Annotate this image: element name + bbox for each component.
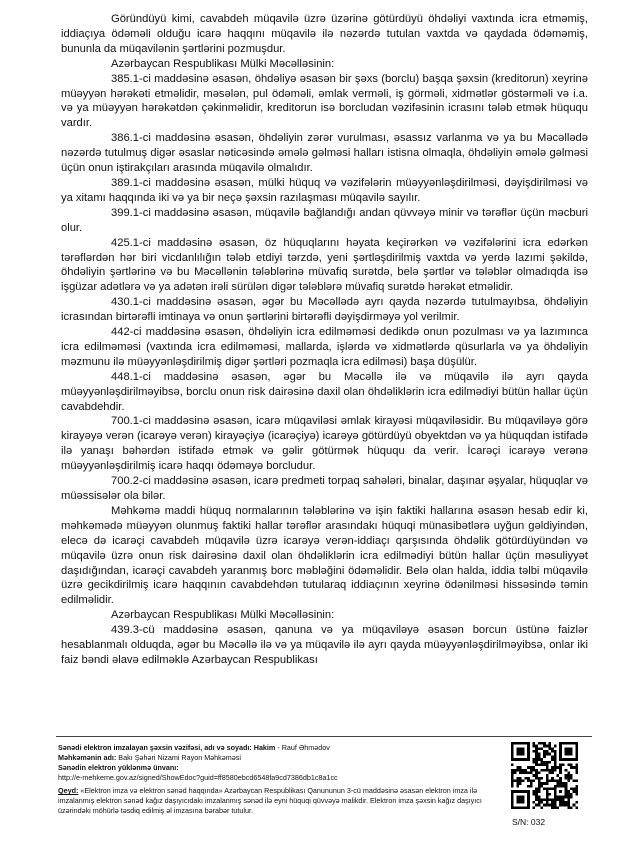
- body-paragraph: Azərbaycan Respublikası Mülki Məcəlləsinin:: [111, 57, 335, 70]
- body-paragraph: 442-ci maddəsinə əsasən, öhdəliyin icra edilməməsi dedikdə onun pozulması və ya lazımınca icra edilməməsi (vaxtında icra edilməməsi, mallarda, işlərdə və xidmətlərdə qüsurlarla və ya öhdəliyin məzmunu ilə müəyyənləşdirilmiş digər şərtləri pozmaqla icra edilməsi) başa düşülür.: [61, 326, 588, 368]
- body-paragraph: 439.3-cü maddəsinə əsasən, qanuna və ya müqaviləyə əsasən borcun üstünə faizlər hesablanmalı olduqda, əgər bu Məcəllə ilə və ya müqavilə ilə ayrı qayda müəyyənləşdirilməyibsə, onlar iki faiz bəndi əlavə edilməklə Azərbaycan Respublikası: [61, 624, 588, 666]
- signer-name: - Rauf Əhmədov: [275, 743, 330, 752]
- body-paragraph: 399.1-ci maddəsinə əsasən, müqavilə bağlandığı andan qüvvəyə minir və tərəflər üçün məcburi olur.: [61, 206, 588, 234]
- serial-number: S/N: 032: [512, 817, 546, 827]
- signer-row: [58, 743, 496, 753]
- court-row: [58, 753, 496, 763]
- court-name: Bakı Şəhəri Nizami Rayon Məhkəməsi: [116, 753, 241, 762]
- body-paragraph: 386.1-ci maddəsinə əsasən, öhdəliyin zərər vurulması, əsassız varlanma və ya bu Məcəllədə nəzərdə tutulmuş digər əsaslar nəticəsində əmələ gəlməsi halları istisna olmaqla, öhdəliyin əmələ gəlməsi üçün onun iştirakçıları arasında müqavilə olmalıdır.: [61, 132, 588, 175]
- body-paragraph: 430.1-ci maddəsinə əsasən, əgər bu Məcəllədə ayrı qayda nəzərdə tutulmayıbsa, öhdəliyin icrasından birtərəfli imtinaya və onun şərtlərini birtərəfli dəyişdirməyə yol verilmir.: [61, 296, 588, 324]
- document-url[interactable]: http://e-mehkeme.gov.az/signed/ShowEdoc?guid=ff8580ebcd6548fa9cd7386db1c8a1cc: [58, 773, 338, 782]
- body-paragraph: 385.1-ci maddəsinə əsasən, öhdəliyə əsasən bir şəxs (borclu) başqa şəxsin (kreditorun) xeyrinə müəyyən hərəkəti etməlidir, məsələn, pul ödəməli, əmlak verməli, iş görməli, xidmətlər göstərməli və i.a. və ya müəyyən hərəkətdən çəkinməlidir, kreditorun isə borcludan vəzifəsinin icrasını tələb etmək hüququ vardır.: [61, 72, 588, 130]
- legal-note: [58, 786, 496, 816]
- qr-code-icon: [511, 742, 578, 809]
- url-label-row: [58, 763, 496, 773]
- body-paragraph: 425.1-ci maddəsinə əsasən, öz hüquqlarını həyata keçirərkən və vəzifələrini icra edərkən tərəflərdən hər biri vicdanlılığın tələb etdiyi tərzdə, yeni şərtləşdirilmiş vaxtda və yerdə lazımi şəkildə, öhdəliyin şərtlərinə və bu Məcəllənin tələblərinə müvafiq surətdə, belə şərtlər və tələblər olmadıqda isə işgüzar adətlərə və ya adətən irəli sürülən digər tələblərə müvafiq surətdə hərəkət etməlidir.: [61, 236, 588, 294]
- body-paragraph: 700.2-ci maddəsinə əsasən, icarə predmeti torpaq sahələri, binalar, daşınar əşyalar, hüquqlar və müəssisələr ola bilər.: [61, 475, 588, 502]
- body-paragraph: Göründüyü kimi, cavabdeh müqavilə üzrə üzərinə götürdüyü öhdəliyi vaxtında icra etməmiş, iddiaçıya ödəməli olduğu icarə haqqını müqavilə ilə nəzərdə tutulan vaxtda və qaydada ödəməmiş, bununla da müqavilənin şərtlərini pozmuşdur.: [61, 13, 588, 55]
- body-paragraph: 448.1-ci maddəsinə əsasən, əgər bu Məcəllə ilə və müqavilə ilə ayrı qayda müəyyənləşdirilməyibsə, borclu onun risk dairəsinə daxil olan öhdəliklərin icra edilmədiyi bütün hallar üçün cavabdehdir.: [61, 370, 588, 413]
- signer-label: Sənədi elektron imzalayan şəxsin vəzifəsi, adı və soyadı: Hakim: [58, 743, 276, 752]
- body-paragraph: 389.1-ci maddəsinə əsasən, mülki hüquq və vəzifələrin müəyyənləşdirilməsi, dəyişdirilməsi və ya xitamı haqqında iki və ya bir neçə şəxsin razılaşması müqavilə sayılır.: [61, 176, 588, 204]
- body-paragraph: Məhkəmə maddi hüquq normalarının tələblərinə və işin faktiki hallarına əsasən hesab edir ki, məhkəmədə müəyyən olunmuş faktiki hallar tərəflər arasındakı hüquqi münasibətlərə uyğun gəldiyindən, elecə də icarəçi cavabdeh müqavilə üzrə icarəyə verən-iddiaçı qarşısında öhdəlik götürdüyündən və müqavilə üzrə onun risk dairəsinə daxil olan öhdəliklərin icra edilmədiyi bütün hallar üçün məsuliyyət daşıdığından, icarəçi cavabdeh yaranmış borc məbləğini ödəməlidir. Belə olan halda, iddia təlbi müqavilə üzrə gecikdirilmiş icarə haqqının cavabdehdən tutularaq iddiaçının xeyrinə ödənilməsi hissəsində təmin edilməlidir.: [61, 504, 588, 607]
- note-text: «Elektron imza və elektron sənəd haqqında» Azərbaycan Respublikası Qanununun 3-cü maddəsinə əsasən elektron imza ilə imzalanmış elektron sənəd kağız daşıyıcıdakı imzalanmış sənəd ilə eyni hüquqi qüvvəyə malikdir. Elektron imza şəxsin kağız daşıyıcı üzərindəki möhürlə təsdiq edilmiş əl imzasına bərabər tutulur.: [58, 786, 482, 815]
- note-label: Qeyd:: [58, 786, 79, 795]
- court-label: Məhkəmənin adı:: [58, 753, 117, 762]
- body-paragraph: 700.1-ci maddəsinə əsasən, icarə müqaviləsi əmlak kirayəsi müqaviləsidir. Bu müqaviləyə görə kirayəyə verən (icarəyə verən) kirayəçiyə (icarəçiyə) icarəyə götürdüyü obyektdən və ya hüquqdan istifadə ilə yanaşı bəhərdən istifadə etmək və gəlir götürmək hüququ da verir. İcarəçi icarəyə verənə müəyyənləşdirilmiş icarə haqqı ödəməyə borcludur.: [61, 415, 588, 473]
- body-paragraph: Azərbaycan Respublikası Mülki Məcəlləsinin:: [111, 609, 335, 622]
- signature-footer: [58, 743, 496, 816]
- url-label: Sənədin elektron yüklənmə ünvanı:: [58, 763, 179, 772]
- footer-divider: [56, 736, 592, 737]
- document-body: [61, 12, 588, 668]
